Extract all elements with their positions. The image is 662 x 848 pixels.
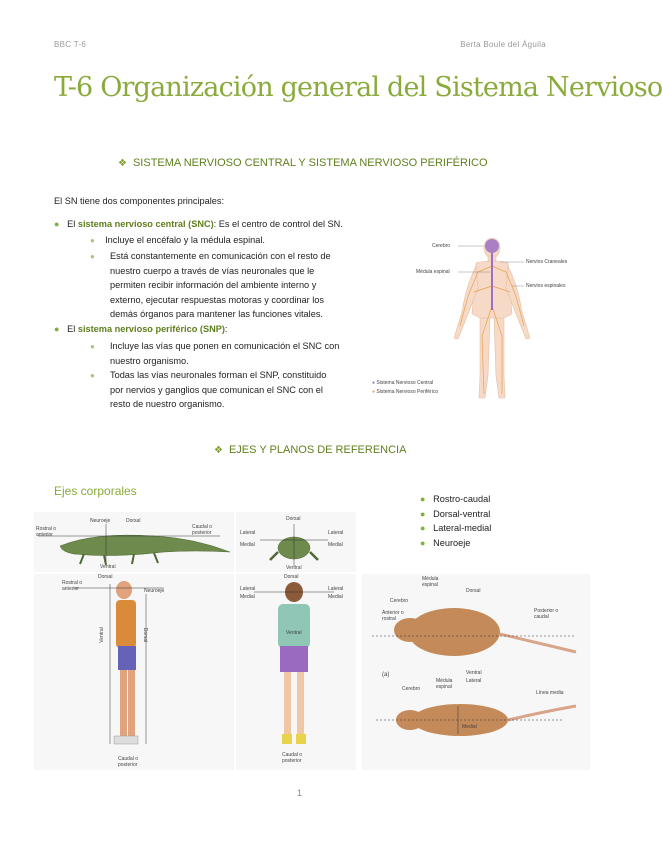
- snp-sub1: [90, 339, 95, 355]
- bullet-icon: ●: [420, 523, 426, 534]
- snp-sub2-line: Todas las vías neuronales forman el SNP, constituido: [110, 370, 327, 380]
- snc-sub1-text: Incluye el encéfalo y la médula espinal.: [105, 235, 265, 245]
- snc-sub2: [90, 249, 95, 265]
- man-illustration: [34, 574, 234, 770]
- bullet-icon: ●: [54, 324, 60, 334]
- figure-legend: [372, 380, 438, 395]
- man-figure: [34, 574, 234, 770]
- intro-text: El SN tiene dos componentes principales:: [54, 196, 225, 206]
- snp-sub2-line: por nervios y ganglios que comunican el SNC con el: [110, 384, 323, 395]
- man-label-dorsal-2: Dorsal: [142, 627, 149, 643]
- sub-bullet-icon: ●: [90, 342, 95, 351]
- snp-sub1-line: nuestro organismo.: [110, 355, 189, 366]
- woman-label-lateral-right: Lateral: [328, 586, 344, 592]
- rat-label-anterior: Anterior o rostral: [382, 610, 404, 622]
- rat-label-posterior: Posterior o caudal: [534, 608, 559, 620]
- man-label-rostral: Rostral o anterior: [62, 580, 83, 592]
- woman-label-medial: Medial: [240, 594, 255, 600]
- man-label-caudal: Caudal o posterior: [118, 756, 139, 768]
- crocodile-figure: [34, 512, 234, 572]
- sub-bullet-icon: ●: [90, 236, 95, 245]
- axes-list-item: [420, 507, 491, 522]
- axes-item-text: Dorsal-ventral: [433, 508, 491, 519]
- rat-label-linea-media: Línea media: [536, 690, 564, 696]
- sub-bullet-icon: ●: [90, 252, 95, 261]
- frog-label-medial-right: Medial: [328, 542, 343, 548]
- croc-label-neuroeje: Neuroeje: [90, 518, 111, 524]
- axes-list-item: [420, 521, 491, 536]
- woman-label-ventral: Ventral: [286, 630, 302, 636]
- bullet-icon: ●: [420, 537, 426, 548]
- rat-label-a: (a): [382, 672, 390, 678]
- snc-term: sistema nervioso central (SNC): [77, 219, 214, 229]
- section-title: EJES Y PLANOS DE REFERENCIA: [228, 444, 407, 456]
- legend-dot-icon: ●: [372, 380, 376, 386]
- man-label-ventral: Ventral: [98, 627, 105, 643]
- rat-label-cerebro: Cerebro: [390, 598, 409, 604]
- diamond-bullet-icon: ❖: [118, 158, 127, 169]
- label-spinal-cord: Médula espinal: [416, 269, 450, 275]
- nervous-system-figure: [366, 226, 582, 412]
- subheading-ejes-corporales: Ejes corporales: [54, 484, 137, 498]
- snp-term: sistema nervioso periférico (SNP): [77, 324, 225, 334]
- bullet-icon: ●: [54, 219, 60, 229]
- snc-rest: : Es el centro de control del SN.: [213, 219, 343, 229]
- section-heading-ejes: [214, 444, 406, 456]
- axes-list-item: [420, 492, 491, 507]
- frog-figure: [236, 512, 356, 572]
- legend-central: [372, 380, 438, 386]
- bullet-icon: ●: [420, 508, 426, 519]
- woman-label-caudal: Caudal o posterior: [282, 752, 303, 764]
- rat-label-medula: Médula espinal: [422, 576, 439, 588]
- snc-bullet: [54, 217, 343, 232]
- rat-figure: [362, 574, 590, 770]
- rat-label-ventral: Ventral: [466, 670, 482, 676]
- bullet-icon: ●: [420, 494, 426, 504]
- label-brain: Cerebro: [432, 243, 451, 249]
- legend-central-text: Sistema Nervioso Central: [376, 380, 434, 386]
- rat-label-cerebro-2: Cerebro: [402, 686, 421, 692]
- snc-sub2-line: permiten recibir información del ambiente interno y: [110, 280, 317, 290]
- legend-peripheral: [372, 389, 438, 395]
- axes-list-item: [420, 536, 491, 551]
- woman-label-lateral: Lateral: [240, 586, 256, 592]
- axes-item-text: Rostro-caudal: [433, 494, 491, 504]
- page-title: T-6 Organización general del Sistema Nervioso: [54, 72, 662, 103]
- snp-rest: :: [224, 324, 228, 334]
- snp-bullet: [54, 322, 227, 337]
- snc-sub2-line: externo, ejecutar respuestas motoras y coordinar los: [110, 294, 324, 305]
- woman-figure: [236, 574, 356, 770]
- axes-item-text: Neuroeje: [433, 537, 471, 548]
- page-number: 1: [297, 788, 303, 798]
- header-right: Berta Boule del Águila: [460, 40, 546, 49]
- section-heading-sn: [118, 157, 488, 169]
- axes-item-text: Lateral-medial: [433, 523, 492, 534]
- snc-prefix: El: [67, 219, 78, 229]
- axes-list: [420, 492, 491, 550]
- frog-label-medial-left: Medial: [240, 542, 255, 548]
- frog-label-lateral-right: Lateral: [328, 530, 344, 536]
- croc-label-ventral: Ventral: [100, 564, 116, 570]
- frog-label-lateral-left: Lateral: [240, 530, 256, 536]
- snp-sub2-line: resto de nuestro organismo.: [110, 399, 225, 409]
- label-spinal-nerves: Nervios espinales: [526, 283, 566, 289]
- sub-bullet-icon: ●: [90, 371, 95, 380]
- legend-peripheral-text: Sistema Nervioso Periférico: [376, 389, 439, 395]
- croc-label-rostral: Rostral o anterior: [36, 526, 57, 538]
- section-title: SISTEMA NERVIOSO CENTRAL Y SISTEMA NERVIOSO PERIFÉRICO: [132, 157, 488, 169]
- diamond-bullet-icon: ❖: [214, 445, 223, 456]
- label-cranial-nerves: Nervios Craneales: [526, 259, 568, 265]
- croc-label-dorsal: Dorsal: [126, 518, 141, 524]
- legend-dot-icon: ●: [372, 389, 376, 395]
- snp-sub2: [90, 368, 95, 384]
- brain-mark: [485, 239, 499, 253]
- snc-sub2-line: nuestro cuerpo a través de vías neuronales que le: [110, 265, 315, 276]
- man-label-neuroeje: Neuroeje: [144, 588, 165, 594]
- woman-label-dorsal: Dorsal: [284, 574, 299, 580]
- frog-label-dorsal: Dorsal: [286, 516, 301, 522]
- rat-label-dorsal: Dorsal: [466, 588, 481, 594]
- header-left: BBC T-6: [54, 40, 87, 49]
- woman-illustration: [236, 574, 356, 770]
- frog-label-ventral: Ventral: [286, 565, 302, 571]
- snp-prefix: El: [67, 324, 78, 334]
- snc-sub2-line: Está constantemente en comunicación con el resto de: [110, 251, 331, 261]
- snp-sub1-line: Incluye las vías que ponen en comunicación el SNC con: [110, 341, 340, 351]
- rat-label-lateral: Lateral: [466, 678, 482, 684]
- snc-sub1: [90, 233, 265, 249]
- woman-label-medial-right: Medial: [328, 594, 343, 600]
- croc-label-caudal: Caudal o posterior: [192, 524, 213, 536]
- rat-label-medula-2: Médula espinal: [436, 678, 453, 690]
- rat-label-medial: Medial: [462, 724, 477, 730]
- man-label-dorsal: Dorsal: [98, 574, 113, 580]
- snc-sub2-line: demás órganos para mantener las funciones vitales.: [110, 309, 323, 319]
